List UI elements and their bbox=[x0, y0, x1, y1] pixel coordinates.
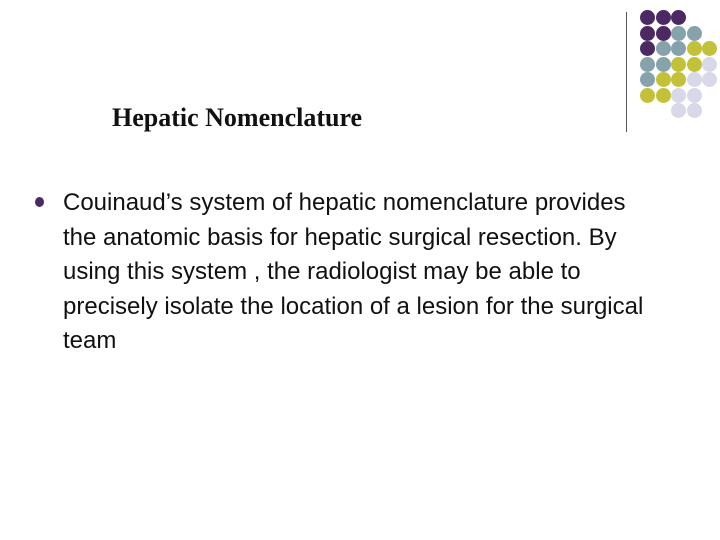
grid-dot-lavender bbox=[687, 72, 702, 87]
grid-dot-teal bbox=[640, 72, 655, 87]
bullet-dot-icon bbox=[35, 197, 44, 207]
grid-dot-purple bbox=[640, 26, 655, 41]
grid-dot-teal bbox=[656, 41, 671, 56]
grid-dot-olive bbox=[671, 57, 686, 72]
grid-dot-purple bbox=[656, 10, 671, 25]
grid-dot-olive bbox=[671, 72, 686, 87]
grid-dot-teal bbox=[671, 26, 686, 41]
grid-dot-teal bbox=[640, 57, 655, 72]
dot-grid-icon bbox=[640, 10, 720, 118]
grid-dot-olive bbox=[640, 88, 655, 103]
grid-dot-purple bbox=[656, 26, 671, 41]
grid-dot-teal bbox=[687, 26, 702, 41]
grid-dot-purple bbox=[640, 41, 655, 56]
grid-dot-olive bbox=[656, 72, 671, 87]
grid-dot-olive bbox=[656, 88, 671, 103]
grid-dot-lavender bbox=[671, 88, 686, 103]
grid-dot-lavender bbox=[702, 72, 717, 87]
grid-dot-olive bbox=[687, 57, 702, 72]
title-divider bbox=[626, 12, 627, 132]
bullet-list bbox=[28, 186, 668, 359]
grid-dot-lavender bbox=[671, 103, 686, 118]
grid-dot-lavender bbox=[687, 103, 702, 118]
grid-dot-purple bbox=[640, 10, 655, 25]
grid-dot-olive bbox=[702, 41, 717, 56]
grid-dot-olive bbox=[687, 41, 702, 56]
bullet-text: Couinaud’s system of hepatic nomenclature provides the anatomic basis for hepatic surgical resection. By using this system , the radiologist may be able to precisely isolate the location of a lesion for the surgical team bbox=[63, 189, 644, 354]
bullet-item bbox=[28, 186, 668, 359]
slide-title: Hepatic Nomenclature bbox=[112, 103, 363, 132]
grid-dot-lavender bbox=[687, 88, 702, 103]
grid-dot-teal bbox=[671, 41, 686, 56]
grid-dot-teal bbox=[656, 57, 671, 72]
grid-dot-lavender bbox=[702, 57, 717, 72]
grid-dot-purple bbox=[671, 10, 686, 25]
